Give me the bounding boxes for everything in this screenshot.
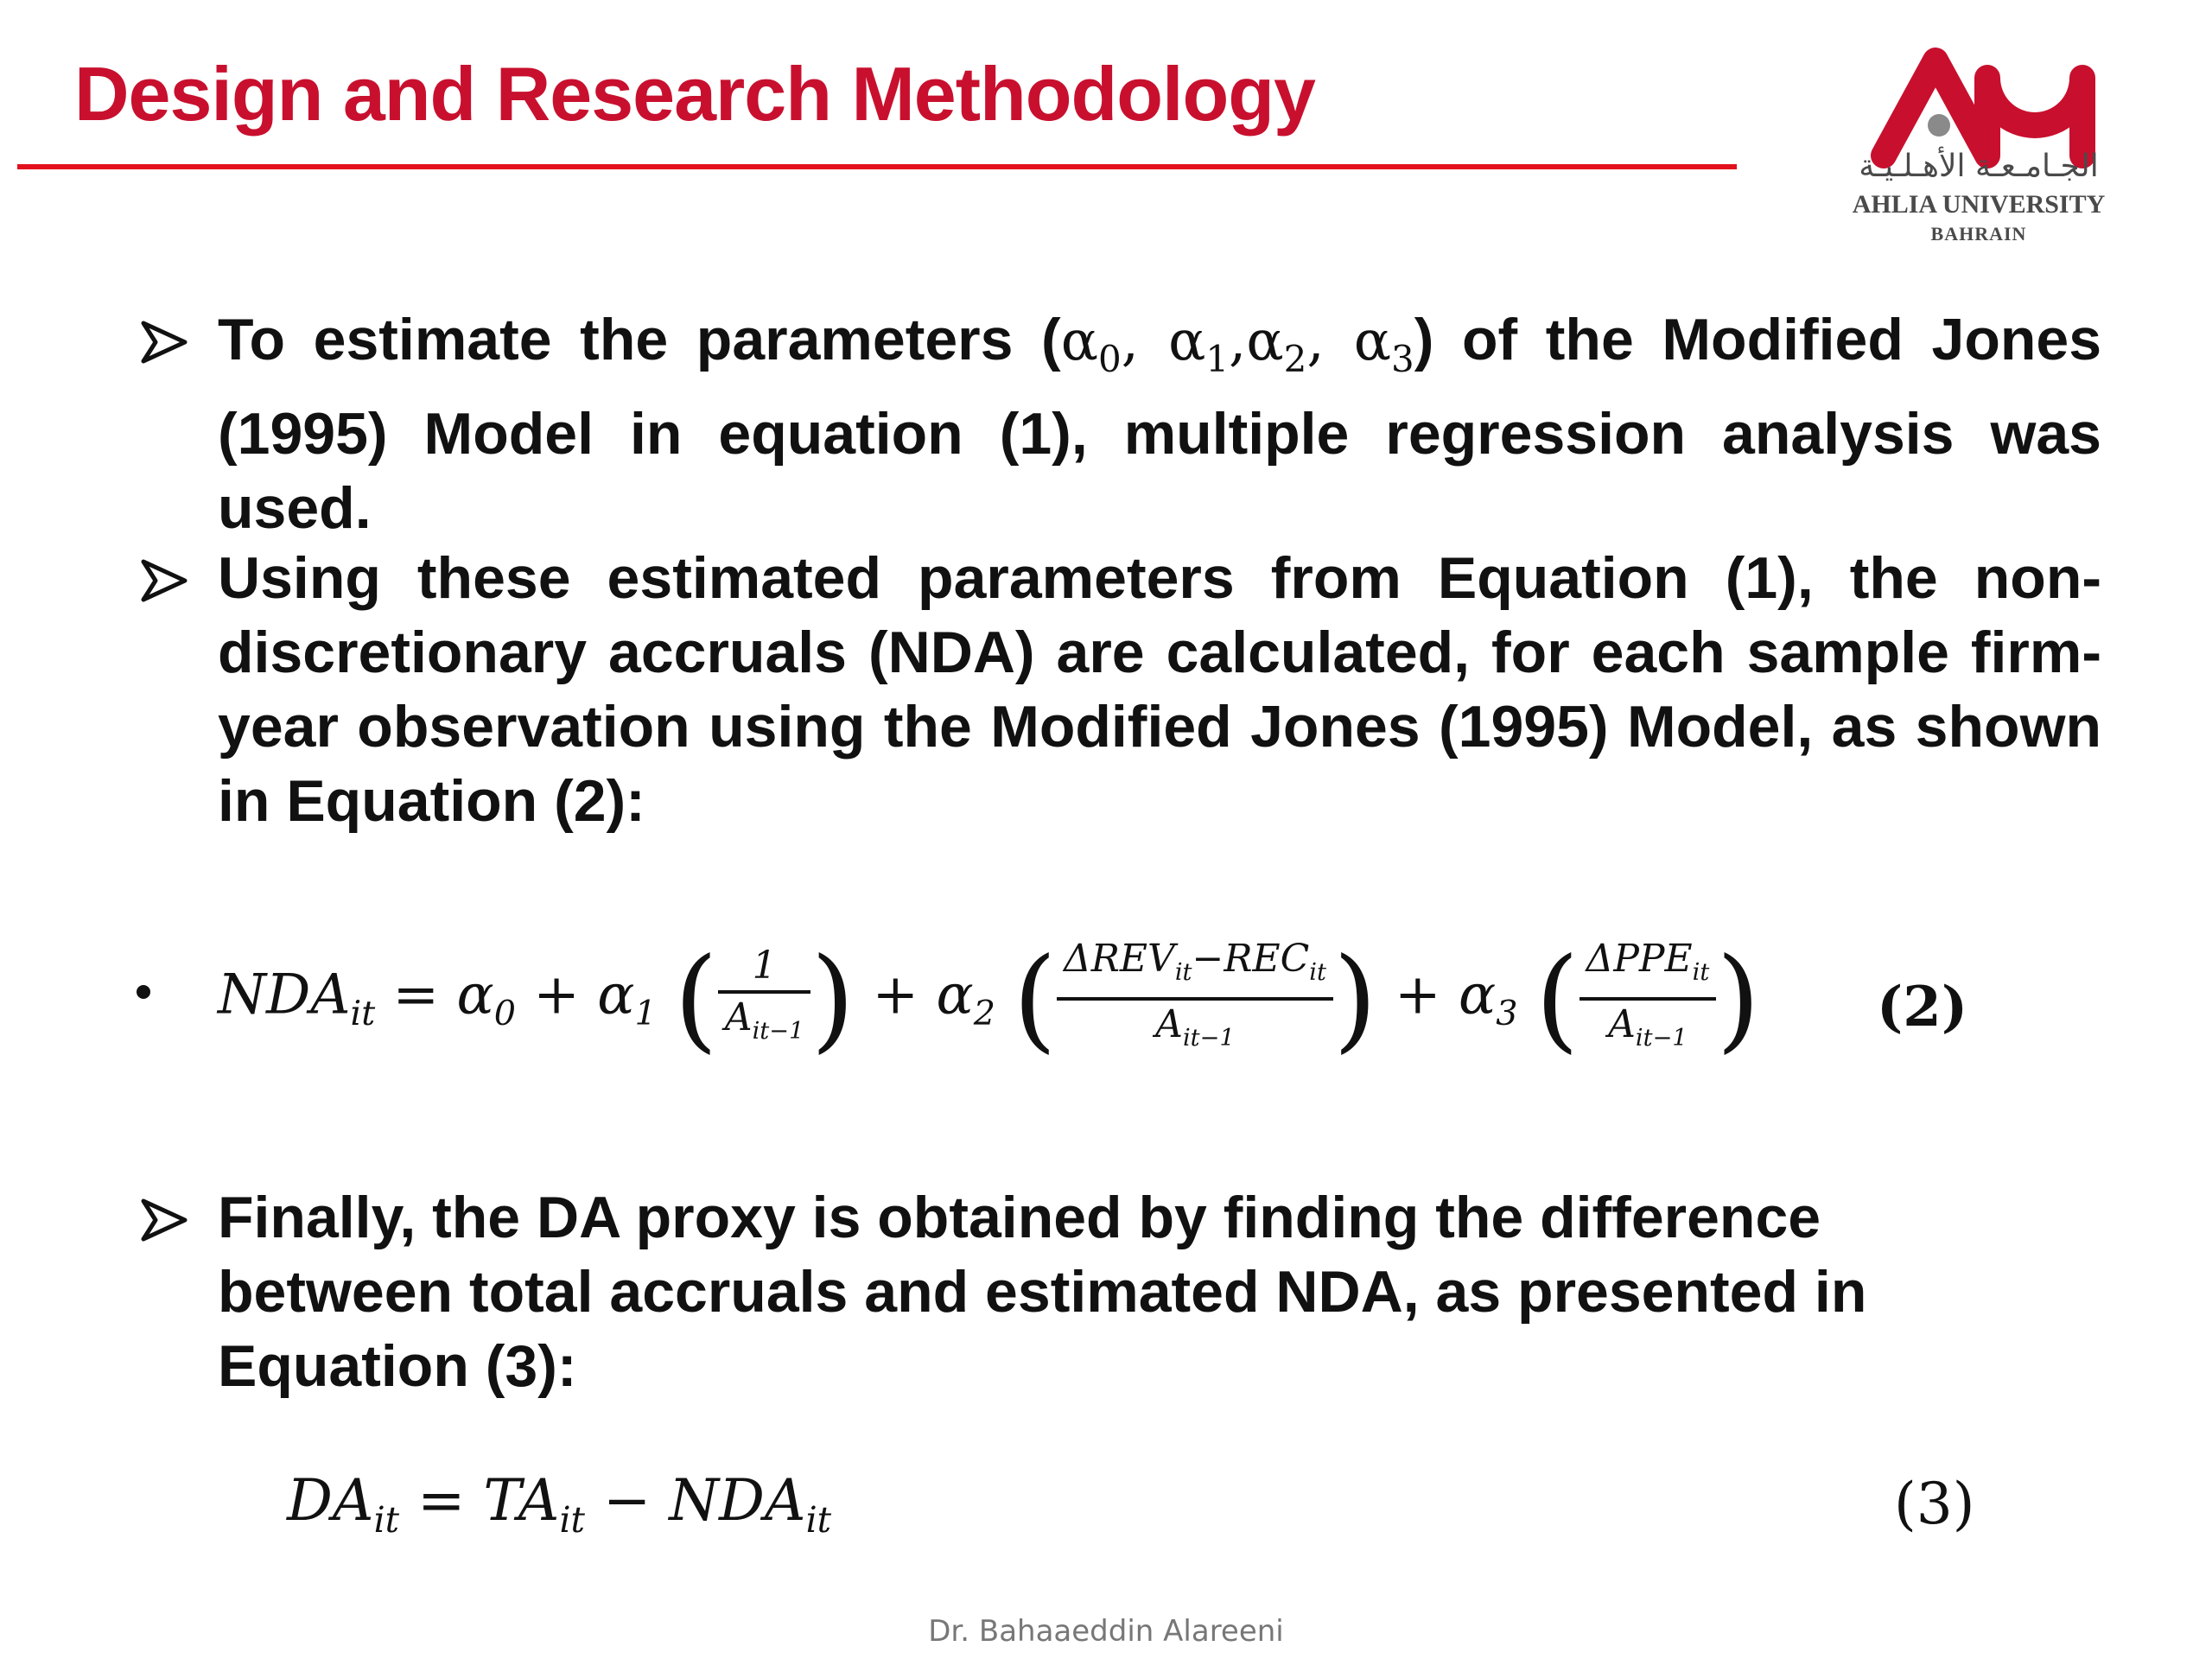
slide-footer-author: Dr. Bahaaeddin Alareeni	[928, 1614, 1284, 1649]
arrow-bullet-icon	[138, 1194, 190, 1246]
equation-3-number: (3)	[1894, 1471, 1975, 1537]
bullet-text: Using these estimated parameters from Equation (1), the non-discretionary accruals (NDA) are calculated, for each sample firm-year observation using the Modified Jones (1995) Model, as shown in Equation (2):	[218, 545, 2101, 834]
fraction-3: $\frac{\Delta PPE_{it}}{A_{it-1}}$	[1580, 935, 1717, 1063]
bullet-text: Finally, the DA proxy is obtained by finding the difference between total accruals and estimated NDA, as presented in Equation (3):	[218, 1185, 1867, 1399]
logo-arabic-name: الجـامـعـة الأهـلـيـة	[1859, 149, 2099, 184]
title-underline	[17, 164, 1737, 169]
arrow-bullet-icon	[138, 316, 190, 368]
alpha-parameters: $\alpha_0$, $\alpha_1,\alpha_2$, $\alpha_3$	[1060, 309, 1414, 380]
equation-3: $DA_{it} = TA_{it} - NDA_{it}$	[287, 1467, 832, 1541]
bullet-text: To estimate the parameters ($\alpha_0$, $\alpha_1,\alpha_2$, $\alpha_3$) of the Modified Jones (1995) Model in equation (1), multiple regression analysis was used.	[218, 307, 2102, 541]
logo-english-name: AHLIA UNIVERSITY	[1852, 190, 2106, 219]
equation-2-number: (2)	[1877, 975, 1968, 1039]
fraction-2: $\frac{\Delta REV_{it}-REC_{it}}{A_{it-1}}$	[1057, 935, 1333, 1063]
logo-country: BAHRAIN	[1930, 223, 2027, 245]
fraction-1: $\frac{1}{A_{it-1}}$	[718, 942, 811, 1056]
arrow-bullet-icon	[138, 555, 190, 607]
slide-title: Design and Research Methodology	[74, 51, 1315, 137]
equation-2: $NDA_{it} = \alpha_0 + \alpha_1$ ( $\frac{1}{A_{it-1}}$ ) + $\alpha_2$ ( $\frac{\Delta REV_{it}-REC_{it}}{A_{it-1}}$ ) + $\alpha_3$ ( $\frac{\Delta PPE_{it}}{A_{it-1}}$ )	[218, 932, 1761, 1065]
equation-bullet-dot	[137, 985, 150, 999]
